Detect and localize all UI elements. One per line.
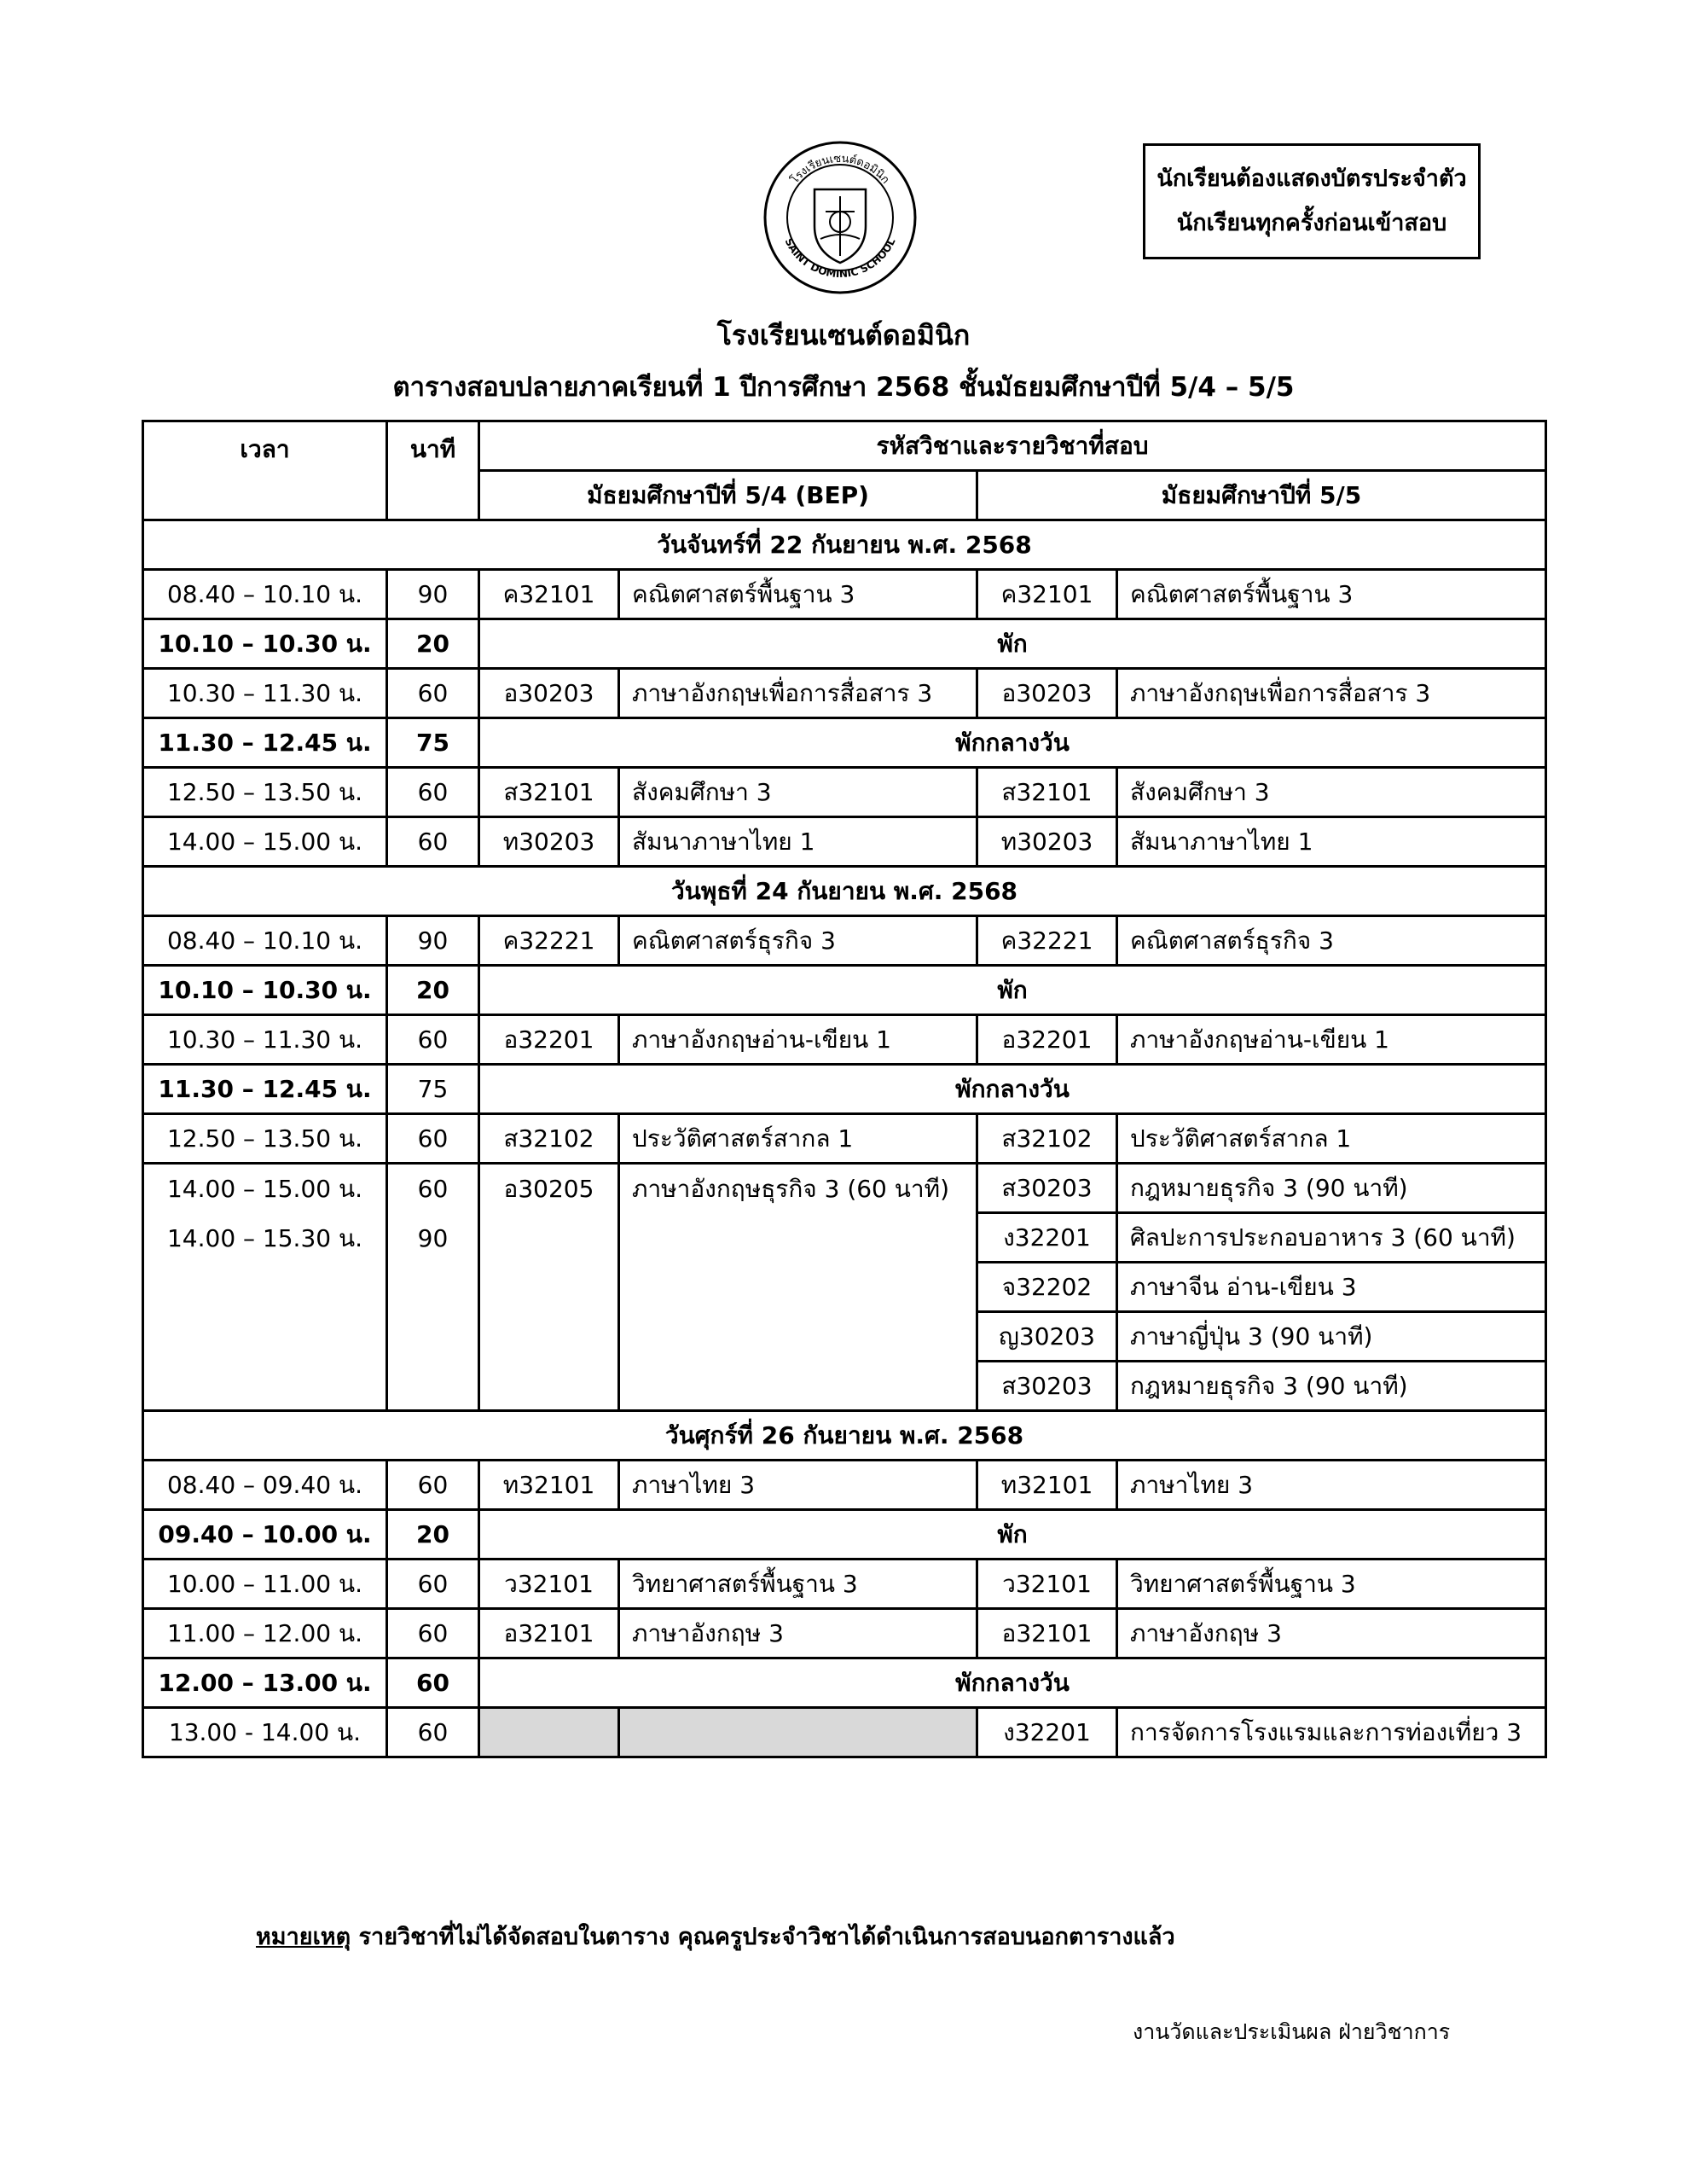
day-title: วันศุกร์ที่ 26 กันยายน พ.ศ. 2568 xyxy=(143,1411,1546,1461)
minutes-cell: 60 xyxy=(387,1708,479,1757)
minutes-cell: 60 xyxy=(387,1015,479,1065)
day-row xyxy=(143,520,1546,570)
minutes-cell: 60 xyxy=(387,1609,479,1658)
header-row xyxy=(143,421,1546,471)
code-cell: ค32221 xyxy=(479,916,619,966)
subject-cell: ประวัติศาสตร์สากล 1 xyxy=(619,1114,977,1164)
code-cell: ค32101 xyxy=(479,570,619,619)
day-row xyxy=(143,867,1546,916)
subject-cell: ภาษาอังกฤษเพื่อการสื่อสาร 3 xyxy=(619,669,977,718)
exam-row xyxy=(143,570,1546,619)
day-title: วันจันทร์ที่ 22 กันยายน พ.ศ. 2568 xyxy=(143,520,1546,570)
id-card-notice xyxy=(1143,143,1481,259)
school-name: โรงเรียนเซนต์ดอมินิก xyxy=(716,319,971,351)
code-cell: ค32101 xyxy=(977,570,1117,619)
time-cell: 10.10 – 10.30 น. xyxy=(143,619,387,669)
minutes-cell: 60 xyxy=(387,768,479,817)
code-cell: อ32101 xyxy=(479,1609,619,1658)
notice-line-1: นักเรียนต้องแสดงบัตรประจำตัว xyxy=(1157,166,1467,192)
subject-cell: ศิลปะการประกอบอาหาร 3 (60 นาที) xyxy=(1117,1213,1546,1263)
header-class-a: มัธยมศึกษาปีที่ 5/4 (BEP) xyxy=(479,471,977,520)
code-cell: ว32101 xyxy=(479,1560,619,1609)
subject-cell: ภาษาไทย 3 xyxy=(619,1461,977,1510)
time-cell: 11.30 – 12.45 น. xyxy=(143,718,387,768)
break-label: พัก xyxy=(479,1510,1546,1560)
code-cell: ส32101 xyxy=(479,768,619,817)
minutes-cell-multi xyxy=(387,1164,479,1411)
remark xyxy=(256,1918,1175,1955)
time-cell: 08.40 – 09.40 น. xyxy=(143,1461,387,1510)
exam-row xyxy=(143,1461,1546,1510)
time-cell: 10.10 – 10.30 น. xyxy=(143,966,387,1015)
break-label: พักกลางวัน xyxy=(479,1658,1546,1708)
minutes-cell: 90 xyxy=(387,916,479,966)
subject-cell: คณิตศาสตร์ธุรกิจ 3 xyxy=(1117,916,1546,966)
time-cell: 12.50 – 13.50 น. xyxy=(143,768,387,817)
time-cell: 08.40 – 10.10 น. xyxy=(143,570,387,619)
exam-row xyxy=(143,768,1546,817)
time-line-1: 14.00 – 15.00 น. xyxy=(166,1175,363,1203)
code-cell: ว32101 xyxy=(977,1560,1117,1609)
subject-cell: สังคมศึกษา 3 xyxy=(619,768,977,817)
code-cell: ส32102 xyxy=(479,1114,619,1164)
notice-line-2: นักเรียนทุกครั้งก่อนเข้าสอบ xyxy=(1176,210,1447,236)
minutes-cell: 60 xyxy=(387,1560,479,1609)
exam-row xyxy=(143,1114,1546,1164)
time-cell: 10.30 – 11.30 น. xyxy=(143,1015,387,1065)
subject-cell: ภาษาอังกฤษ 3 xyxy=(619,1609,977,1658)
code-cell: ง32201 xyxy=(977,1213,1117,1263)
exam-row xyxy=(143,1015,1546,1065)
break-label: พัก xyxy=(479,619,1546,669)
subject-cell: สัมนาภาษาไทย 1 xyxy=(619,817,977,867)
exam-row xyxy=(143,817,1546,867)
code-cell: ส30203 xyxy=(977,1164,1117,1213)
time-cell: 10.30 – 11.30 น. xyxy=(143,669,387,718)
header-minutes: นาที xyxy=(387,421,479,520)
code-cell: อ32201 xyxy=(479,1015,619,1065)
minutes-cell: 20 xyxy=(387,966,479,1015)
header-subjects: รหัสวิชาและรายวิชาที่สอบ xyxy=(479,421,1546,471)
subject-cell: ภาษาอังกฤษ 3 xyxy=(1117,1609,1546,1658)
subject-text: ภาษาอังกฤษธุรกิจ 3 (60 นาที) xyxy=(632,1175,950,1203)
footer-department: งานวัดและประเมินผล ฝ่ายวิชาการ xyxy=(1133,2019,1451,2044)
code-text: อ30205 xyxy=(503,1175,594,1203)
logo-text-top: โรงเรียนเซนต์ดอมินิก xyxy=(788,152,892,187)
minutes-cell: 20 xyxy=(387,1510,479,1560)
code-cell: ส32102 xyxy=(977,1114,1117,1164)
remark-text: รายวิชาที่ไม่ได้จัดสอบในตาราง คุณครูประจำวิชาได้ดำเนินการสอบนอกตารางแล้ว xyxy=(351,1924,1175,1950)
exam-schedule-table xyxy=(142,420,1547,1758)
time-cell: 10.00 – 11.00 น. xyxy=(143,1560,387,1609)
code-cell: ส32101 xyxy=(977,768,1117,817)
code-cell: ส30203 xyxy=(977,1362,1117,1411)
minutes-cell: 75 xyxy=(387,718,479,768)
time-cell-multi xyxy=(143,1164,387,1411)
subject-cell: ภาษาญี่ปุ่น 3 (90 นาที) xyxy=(1117,1312,1546,1362)
subject-cell: วิทยาศาสตร์พื้นฐาน 3 xyxy=(1117,1560,1546,1609)
code-cell: จ32202 xyxy=(977,1263,1117,1312)
day-row xyxy=(143,1411,1546,1461)
minutes-line-1: 60 xyxy=(417,1175,449,1203)
logo-text-bottom: SAINT DOMINIC SCHOOL xyxy=(782,236,898,281)
time-cell: 12.50 – 13.50 น. xyxy=(143,1114,387,1164)
subject-cell: สัมนาภาษาไทย 1 xyxy=(1117,817,1546,867)
minutes-cell: 60 xyxy=(387,817,479,867)
subject-cell-empty xyxy=(619,1708,977,1757)
break-label: พักกลางวัน xyxy=(479,1065,1546,1114)
subject-cell: วิทยาศาสตร์พื้นฐาน 3 xyxy=(619,1560,977,1609)
exam-row xyxy=(143,1609,1546,1658)
break-label: พักกลางวัน xyxy=(479,718,1546,768)
subject-cell: ประวัติศาสตร์สากล 1 xyxy=(1117,1114,1546,1164)
code-cell: อ30203 xyxy=(479,669,619,718)
time-cell: 08.40 – 10.10 น. xyxy=(143,916,387,966)
break-row xyxy=(143,1658,1546,1708)
break-row xyxy=(143,1065,1546,1114)
minutes-cell: 20 xyxy=(387,619,479,669)
exam-row xyxy=(143,1560,1546,1609)
break-label: พัก xyxy=(479,966,1546,1015)
subject-cell: คณิตศาสตร์ธุรกิจ 3 xyxy=(619,916,977,966)
subject-cell: กฎหมายธุรกิจ 3 (90 นาที) xyxy=(1117,1362,1546,1411)
time-cell: 11.00 – 12.00 น. xyxy=(143,1609,387,1658)
subject-cell: ภาษาจีน อ่าน-เขียน 3 xyxy=(1117,1263,1546,1312)
svg-text:โรงเรียนเซนต์ดอมินิก xyxy=(788,153,892,187)
minutes-cell: 90 xyxy=(387,570,479,619)
subject-cell: กฎหมายธุรกิจ 3 (90 นาที) xyxy=(1117,1164,1546,1213)
time-cell: 09.40 – 10.00 น. xyxy=(143,1510,387,1560)
code-cell: ท32101 xyxy=(977,1461,1117,1510)
subject-cell: ภาษาอังกฤษเพื่อการสื่อสาร 3 xyxy=(1117,669,1546,718)
minutes-cell: 60 xyxy=(387,1461,479,1510)
time-cell: 11.30 – 12.45 น. xyxy=(143,1065,387,1114)
day-title: วันพุธที่ 24 กันยายน พ.ศ. 2568 xyxy=(143,867,1546,916)
minutes-line-2: 90 xyxy=(417,1224,449,1252)
subject-cell: สังคมศึกษา 3 xyxy=(1117,768,1546,817)
subject-cell: คณิตศาสตร์พื้นฐาน 3 xyxy=(1117,570,1546,619)
minutes-cell: 60 xyxy=(387,1114,479,1164)
time-cell: 13.00 - 14.00 น. xyxy=(143,1708,387,1757)
time-cell: 14.00 – 15.00 น. xyxy=(143,817,387,867)
school-logo xyxy=(759,136,921,299)
multi-exam-row xyxy=(143,1164,1546,1213)
header-time: เวลา xyxy=(143,421,387,520)
code-cell-empty xyxy=(479,1708,619,1757)
subject-cell: การจัดการโรงแรมและการท่องเที่ยว 3 xyxy=(1117,1708,1546,1757)
subject-cell: ภาษาไทย 3 xyxy=(1117,1461,1546,1510)
code-cell: ท32101 xyxy=(479,1461,619,1510)
code-cell: อ32101 xyxy=(977,1609,1117,1658)
remark-label: หมายเหตุ xyxy=(256,1924,351,1950)
code-cell: ท30203 xyxy=(479,817,619,867)
code-cell: ท30203 xyxy=(977,817,1117,867)
time-cell: 12.00 – 13.00 น. xyxy=(143,1658,387,1708)
exam-row xyxy=(143,669,1546,718)
minutes-cell: 60 xyxy=(387,669,479,718)
break-row xyxy=(143,1510,1546,1560)
subject-cell: คณิตศาสตร์พื้นฐาน 3 xyxy=(619,570,977,619)
code-cell xyxy=(479,1164,619,1411)
subject-cell: ภาษาอังกฤษอ่าน-เขียน 1 xyxy=(1117,1015,1546,1065)
time-line-2: 14.00 – 15.30 น. xyxy=(166,1224,363,1252)
code-cell: ง32201 xyxy=(977,1708,1117,1757)
code-cell: ค32221 xyxy=(977,916,1117,966)
minutes-cell: 60 xyxy=(387,1658,479,1708)
code-cell: อ30203 xyxy=(977,669,1117,718)
break-row xyxy=(143,966,1546,1015)
exam-row xyxy=(143,1708,1546,1757)
subject-cell: ภาษาอังกฤษอ่าน-เขียน 1 xyxy=(619,1015,977,1065)
break-row xyxy=(143,619,1546,669)
header-class-b: มัธยมศึกษาปีที่ 5/5 xyxy=(977,471,1546,520)
exam-title: ตารางสอบปลายภาคเรียนที่ 1 ปีการศึกษา 2568 ชั้นมัธยมศึกษาปีที่ 5/4 – 5/5 xyxy=(392,372,1295,403)
code-cell: อ32201 xyxy=(977,1015,1117,1065)
minutes-cell: 75 xyxy=(387,1065,479,1114)
break-row xyxy=(143,718,1546,768)
exam-row xyxy=(143,916,1546,966)
subject-cell xyxy=(619,1164,977,1411)
code-cell: ญ30203 xyxy=(977,1312,1117,1362)
